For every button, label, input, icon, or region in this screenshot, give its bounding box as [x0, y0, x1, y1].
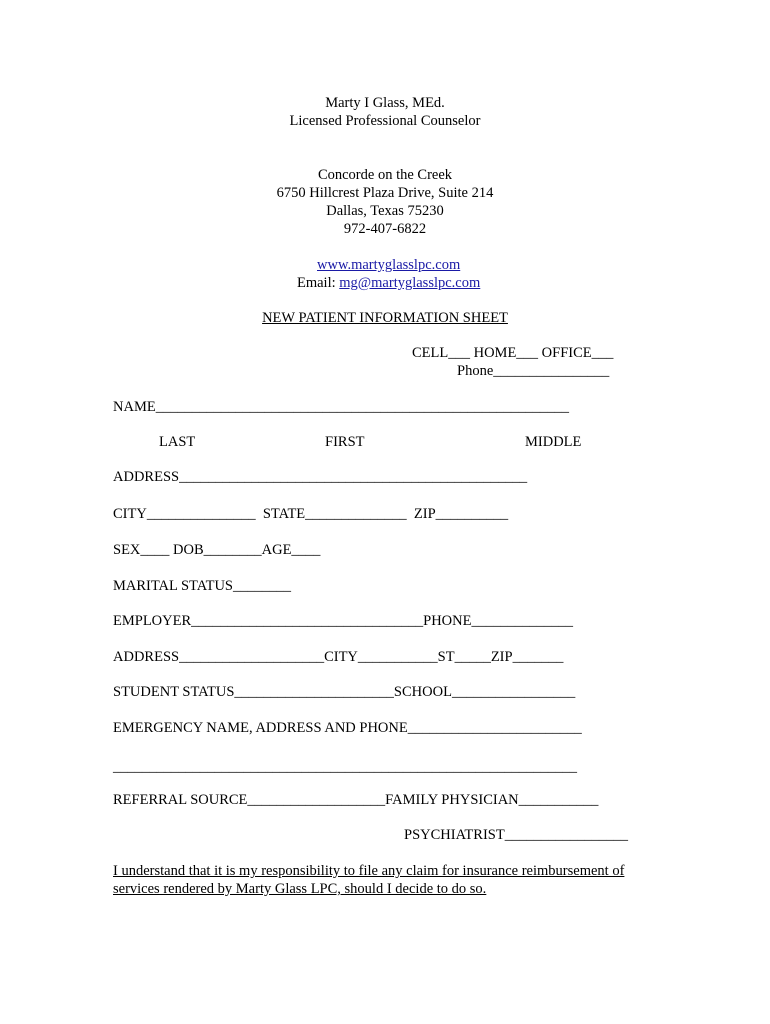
city-state-zip: Dallas, Texas 75230	[326, 203, 444, 219]
referral-physician-field[interactable]: REFERRAL SOURCE___________________FAMILY PHYSICIAN___________	[113, 792, 599, 808]
phone-type-field[interactable]: CELL___ HOME___ OFFICE___	[412, 345, 614, 361]
practice-phone: 972-407-6822	[343, 221, 427, 237]
street-address: 6750 Hillcrest Plaza Drive, Suite 214	[276, 185, 494, 201]
employer-address-field[interactable]: ADDRESS____________________CITY___________ST_____ZIP_______	[113, 649, 564, 665]
email-link[interactable]: mg@martyglasslpc.com	[339, 275, 481, 291]
email-label: Email:	[296, 275, 340, 291]
disclaimer-line-1: I understand that it is my responsibility to file any claim for insurance reimbursement of	[113, 863, 625, 879]
practice-name: Concorde on the Creek	[317, 167, 453, 183]
city-state-zip-field[interactable]: CITY_______________ STATE______________ ZIP__________	[113, 506, 509, 522]
form-heading: NEW PATIENT INFORMATION SHEET	[262, 310, 508, 326]
email-row	[0, 256, 770, 292]
name-middle-label: MIDDLE	[525, 434, 582, 450]
name-last-label: LAST	[159, 434, 196, 450]
employer-field[interactable]: EMPLOYER________________________________PHONE______________	[113, 613, 573, 629]
emergency-contact-line-2[interactable]: ________________________________________________________________	[113, 759, 577, 775]
emergency-contact-field[interactable]: EMERGENCY NAME, ADDRESS AND PHONE________________________	[113, 720, 582, 736]
marital-status-field[interactable]: MARITAL STATUS________	[113, 578, 291, 594]
psychiatrist-field[interactable]: PSYCHIATRIST_________________	[404, 827, 628, 843]
address-field[interactable]: ADDRESS________________________________________________	[113, 469, 528, 485]
sex-dob-age-field[interactable]: SEX____ DOB________AGE____	[113, 542, 321, 558]
student-status-field[interactable]: STUDENT STATUS______________________SCHOOL_________________	[113, 684, 576, 700]
phone-field[interactable]: Phone________________	[457, 363, 610, 379]
counselor-title: Licensed Professional Counselor	[289, 113, 481, 129]
name-field[interactable]: NAME_________________________________________________________	[113, 399, 569, 415]
website-link[interactable]: www.martyglasslpc.com	[317, 257, 461, 273]
name-first-label: FIRST	[325, 434, 365, 450]
counselor-name: Marty I Glass, MEd.	[325, 95, 445, 111]
disclaimer-line-2: services rendered by Marty Glass LPC, should I decide to do so.	[113, 881, 487, 897]
